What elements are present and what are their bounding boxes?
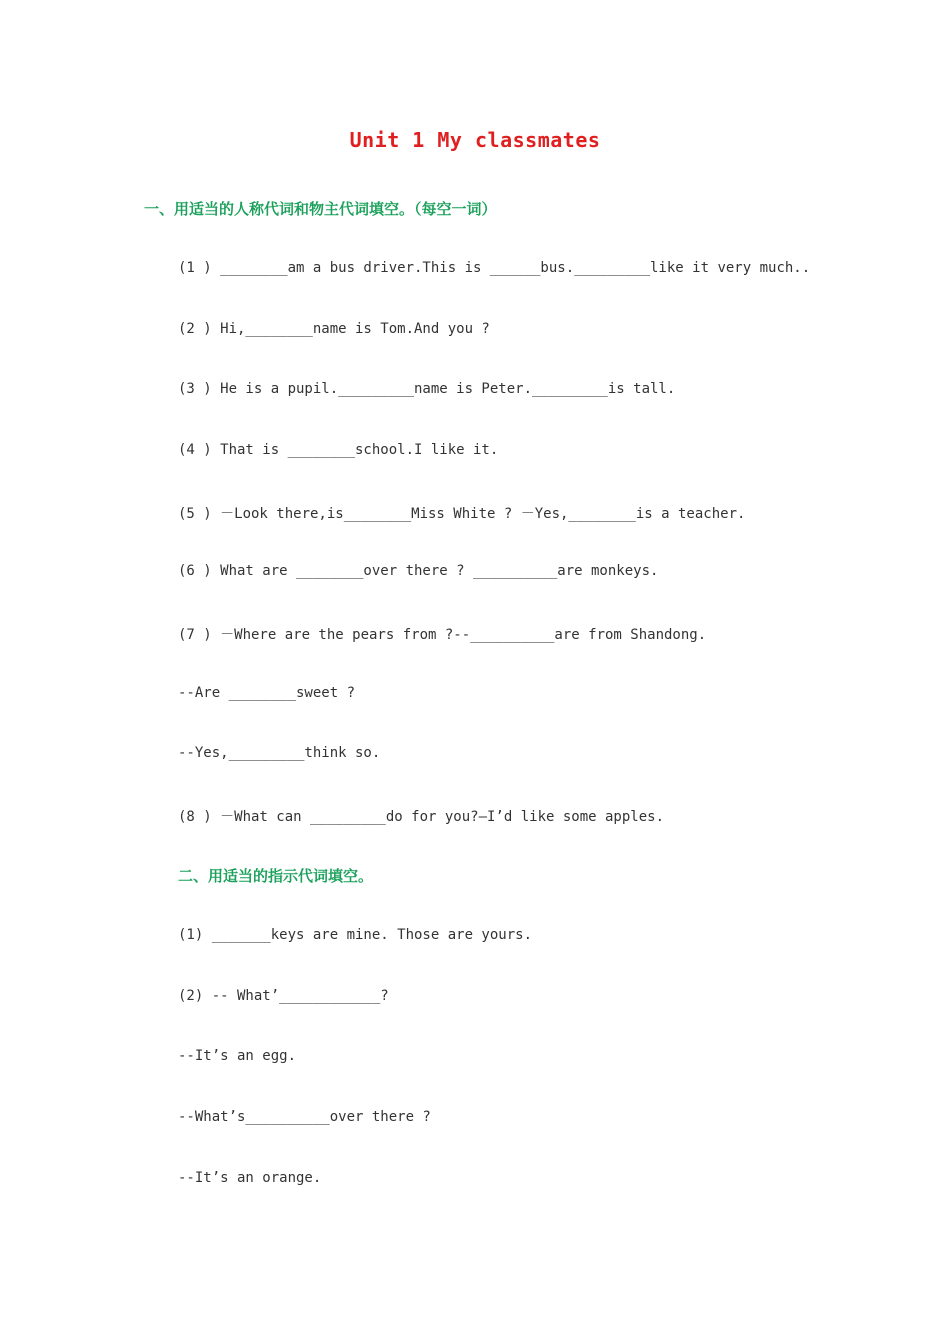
exercise-line-4: (4 ) That is ________school.I like it. [178, 442, 499, 458]
exercise-line-2: (2 ) Hi,________name is Tom.And you ? [178, 321, 490, 337]
exercise2-line-1: (1) _______keys are mine. Those are yours. [178, 927, 533, 943]
exercise-line-7: (7 ) －Where are the pears from ?--__________are from Shandong. [178, 627, 707, 643]
exercise-line-8: (8 ) －What can _________do for you?—I’d like some apples. [178, 809, 665, 825]
exercise-line-7-followup-1: --Are ________sweet ? [178, 685, 356, 701]
exercise-line-3: (3 ) He is a pupil._________name is Peter._________is tall. [178, 381, 676, 397]
exercise2-line-2: (2) -- What’____________? [178, 988, 389, 1004]
exercise-line-5: (5 ) －Look there,is________Miss White ? －Yes,________is a teacher. [178, 506, 746, 522]
section-2-heading: 二、用适当的指示代词填空。 [178, 867, 374, 885]
exercise2-line-2-followup: --What’s__________over there ? [178, 1109, 431, 1125]
exercise2-line-2-followup-answer: --It’s an orange. [178, 1170, 322, 1186]
section-1-heading: 一、用适当的人称代词和物主代词填空。（每空一词） [144, 200, 497, 218]
page-title: Unit 1 My classmates [349, 128, 601, 152]
exercise-line-1: (1 ) ________am a bus driver.This is ______bus._________like it very much.. [178, 260, 811, 276]
exercise-line-7-followup-2: --Yes,_________think so. [178, 745, 381, 761]
exercise2-line-2-answer: --It’s an egg. [178, 1048, 297, 1064]
exercise-line-6: (6 ) What are ________over there ? __________are monkeys. [178, 563, 659, 579]
